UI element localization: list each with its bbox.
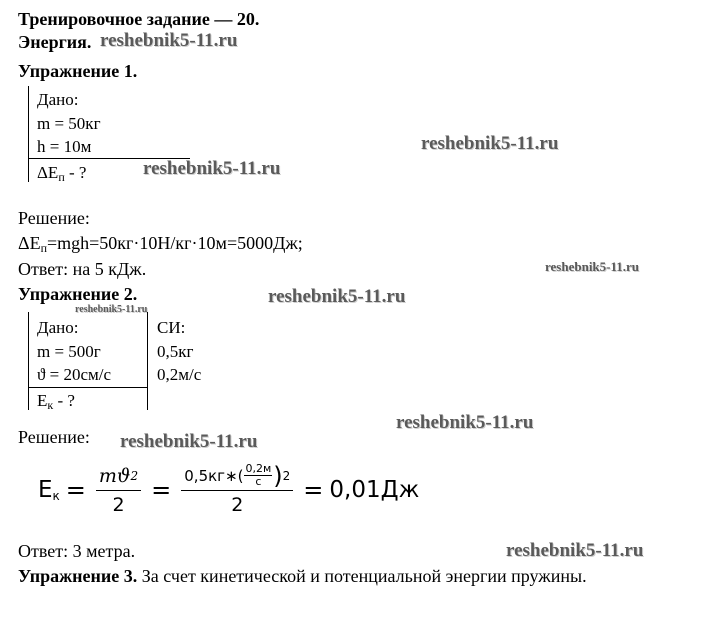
equals-sign: = [303,476,324,504]
exercise-1-heading: Упражнение 1. [18,61,138,81]
answer-2: Ответ: 3 метра. [18,541,136,561]
given-divider [28,387,148,388]
exercise-3 [18,566,587,586]
watermark: reshebnik5-11.ru [100,30,238,51]
solution-line: $\Delta E_п=mgh=50кг\cdot 10Н/кг\cdot 10м=5000Дж$; [18,233,303,255]
watermark: reshebnik5-11.ru [143,158,281,179]
given-label: Дано: [37,318,79,337]
si-velocity: 0,2м/с [157,365,202,384]
given-left-border [28,86,29,182]
equals-sign: = [65,476,86,504]
formula-fraction-2: 0,5кг∗( $\frac{0,2м}{с}$ ) 2 2 [181,463,293,517]
watermark: reshebnik5-11.ru [506,540,644,561]
page-title: Тренировочное задание — 20. [18,9,260,29]
si-mass: 0,5кг [157,342,194,361]
exercise-3-text: За счет кинетической и потенциальной энергии пружины. [137,566,587,586]
exercise-2-heading: Упражнение 2. [18,284,138,304]
formula-fraction-1: mϑ 2 2 [96,464,141,517]
watermark: reshebnik5-11.ru [421,133,559,154]
kinetic-energy-formula [38,458,419,522]
watermark: reshebnik5-11.ru [396,412,534,433]
given-height: h = 10м [37,137,92,156]
solution-label: Решение: [18,208,90,228]
answer-1: Ответ: на 5 кДж. [18,259,147,279]
topic-title: Энергия. [18,32,92,52]
si-label: СИ: [157,318,186,337]
formula-result: 0,01Дж [329,477,420,503]
watermark: reshebnik5-11.ru [75,304,148,315]
find-quantity: $E_к$ - ? [37,391,75,412]
given-label: Дано: [37,90,79,109]
given-mass: m = 500г [37,342,101,361]
watermark: reshebnik5-11.ru [268,286,406,307]
given-left-border [28,312,29,410]
given-velocity: ϑ = 20см/с [37,365,112,384]
formula-lhs: $E_к$ [38,477,60,503]
given-mass: m = 50кг [37,114,101,133]
solution-label: Решение: [18,427,90,447]
watermark: reshebnik5-11.ru [120,431,258,452]
find-quantity: $\Delta E_п$ - ? [37,163,87,184]
equals-sign: = [151,476,172,504]
watermark: reshebnik5-11.ru [545,259,640,274]
exercise-3-heading: Упражнение 3. [18,566,138,586]
si-divider [147,312,148,410]
